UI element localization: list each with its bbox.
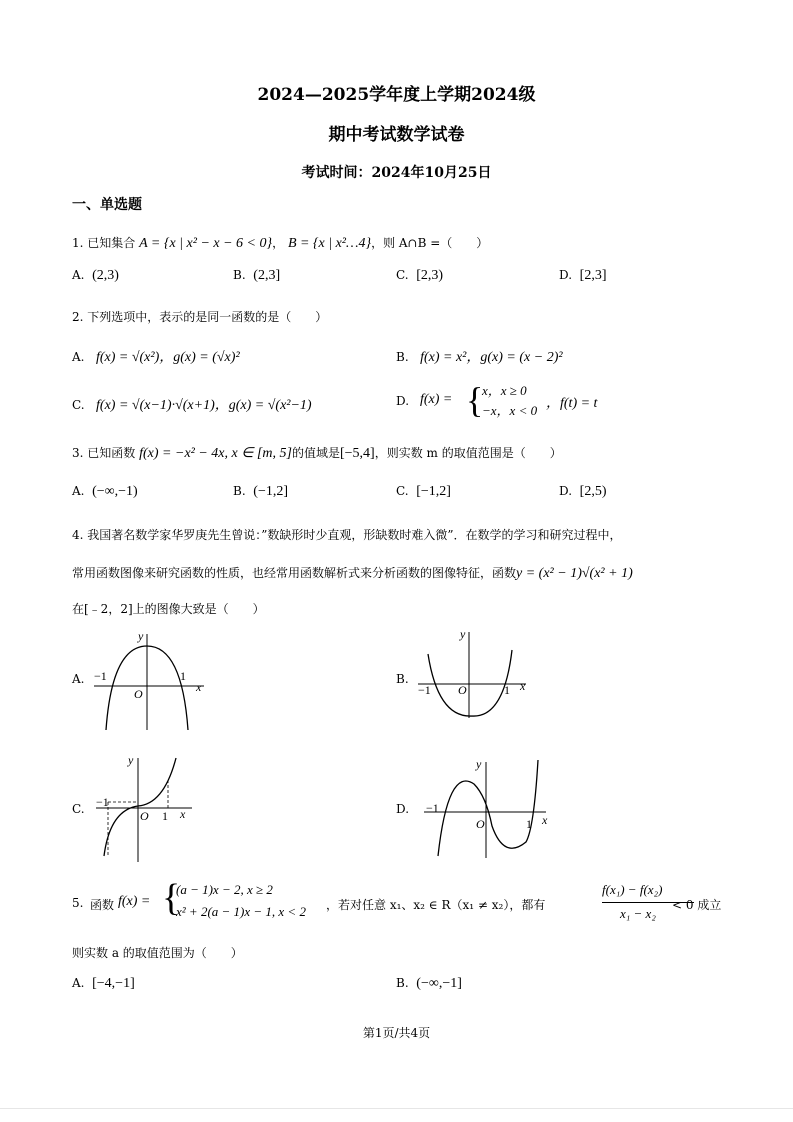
option-b[interactable]: B. <box>396 672 409 686</box>
set-a-formula: A = {x | x² − x − 6 < 0} <box>139 236 273 251</box>
question-5-line2: 则实数 a 的取值范围为（ ） <box>72 946 243 960</box>
question-5: 5. 函数 f(x) = { (a − 1)x − 2, x ≥ 2 x² + 2(a − 1)x − 1, x < 2 ，若对任意 x₁、x₂ ∈ R（x₁ ≠ x₂），都有 f(x₁) − f(x₂) x₁ − x₂ < 0 成立 <box>72 877 722 921</box>
fraction-numerator: f(x₁) − f(x₂) <box>602 882 663 897</box>
graph-d[interactable] <box>422 756 558 860</box>
option-a[interactable]: A. (2,3) <box>72 268 119 283</box>
question-3: 3. 已知函数 f(x) = −x² − 4x, x ∈ [m, 5]的值域是[−5,4]，则实数 m 的取值范围是（ ） <box>72 446 562 461</box>
fraction-denominator: x₁ − x₂ <box>620 906 656 921</box>
page-bottom-border <box>0 1108 793 1109</box>
origin-label: O <box>458 683 467 697</box>
range-value: [−5,4] <box>339 446 375 461</box>
axis-x-label: x <box>520 679 526 693</box>
graph-a[interactable] <box>92 626 222 732</box>
question-4-line1: 4. 我国著名数学家华罗庚先生曾说：”数缺形时少直观，形缺数时难入微”．在数学的学习和研究过程中， <box>72 528 622 542</box>
tick-right-label: 1 <box>162 809 168 823</box>
axis-x-label: x <box>196 680 202 694</box>
option-c[interactable]: C. [−1,2] <box>396 484 451 499</box>
curve <box>428 650 512 716</box>
tick-left-label: −1 <box>418 683 431 697</box>
option-d[interactable]: D. [2,5) <box>559 484 607 499</box>
option-b[interactable]: B. (−∞,−1] <box>396 976 462 991</box>
option-b[interactable]: B. f(x) = x²，g(x) = (x − 2)² <box>396 350 563 365</box>
graph-b[interactable] <box>416 628 536 720</box>
brace: { <box>162 877 181 919</box>
set-b-formula: B = {x | x²…4} <box>287 236 372 251</box>
exam-title-line2: 期中考试数学试卷 <box>328 125 465 145</box>
exam-time: 考试时间：2024年10月25日 <box>301 165 492 181</box>
question-stem: 已知集合 <box>87 236 136 250</box>
option-c[interactable]: C. <box>72 802 85 816</box>
option-a[interactable]: A. <box>72 672 85 686</box>
question-number: 3. <box>72 446 84 460</box>
option-a[interactable]: A. [−4,−1] <box>72 976 135 991</box>
page-number: 第1页/共4页 <box>362 1026 431 1040</box>
graph-c[interactable] <box>94 752 204 864</box>
section-title: 一、单选题 <box>72 197 142 213</box>
tick-right-label: 1 <box>504 683 510 697</box>
question-number: 4. <box>72 528 84 542</box>
question-number: 1. <box>72 236 84 250</box>
function-formula: y = (x² − 1)√(x² + 1) <box>516 566 633 581</box>
exam-title-line1: 2024—2025学年度上学期2024级 <box>257 85 536 105</box>
piece-bottom: x² + 2(a − 1)x − 1, x < 2 <box>176 904 306 919</box>
origin-label: O <box>134 687 143 701</box>
curve <box>438 760 538 856</box>
brace: { <box>466 380 484 420</box>
origin-label: O <box>140 809 149 823</box>
tick-right-label: 1 <box>526 817 532 831</box>
function-formula: f(x) = −x² − 4x, x ∈ [m, 5] <box>139 446 292 461</box>
question-number: 5. <box>72 896 84 910</box>
question-1: 1. 已知集合 A = {x | x² − x − 6 < 0}， B = {x | x²…4}，则 A∩B =（ ） <box>72 236 489 251</box>
axis-y-label: y <box>476 757 482 771</box>
curve <box>104 758 176 856</box>
tick-left-label: −1 <box>426 801 439 815</box>
option-d[interactable]: D. <box>396 802 410 816</box>
tick-left-label: −1 <box>94 669 107 683</box>
question-stem: 下列选项中，表示的是同一函数的是（ ） <box>87 310 328 324</box>
axis-y-label: y <box>128 753 134 767</box>
question-4-line3: 在[﹣2，2]上的图像大致是（ ） <box>72 602 265 616</box>
axis-x-label: x <box>542 813 548 827</box>
option-a[interactable]: A. f(x) = √(x²)，g(x) = (√x)² <box>72 350 240 365</box>
option-c[interactable]: C. f(x) = √(x−1)·√(x+1)，g(x) = √(x²−1) <box>72 398 312 413</box>
piece-top: (a − 1)x − 2, x ≥ 2 <box>176 882 273 897</box>
axis-y-label: y <box>138 629 144 643</box>
tick-right-label: 1 <box>180 669 186 683</box>
question-stem: 已知函数 <box>87 446 136 460</box>
option-b[interactable]: B. (2,3] <box>233 268 281 283</box>
axis-y-label: y <box>460 628 466 641</box>
option-d[interactable]: D. [2,3] <box>559 268 607 283</box>
question-2 <box>72 308 327 325</box>
question-4-line2: 常用函数图像来研究函数的性质，也经常用函数解析式来分析函数的图像特征，函数y = (x² − 1)√(x² + 1) <box>72 566 633 581</box>
question-stem-end: ，则 A∩B =（ ） <box>371 236 489 250</box>
option-b[interactable]: B. (−1,2] <box>233 484 289 499</box>
axis-x-label: x <box>180 807 186 821</box>
option-c[interactable]: C. [2,3) <box>396 268 444 283</box>
origin-label: O <box>476 817 485 831</box>
tick-left-label: −1 <box>96 795 109 809</box>
question-number: 2. <box>72 310 84 324</box>
option-a[interactable]: A. (−∞,−1) <box>72 484 138 499</box>
